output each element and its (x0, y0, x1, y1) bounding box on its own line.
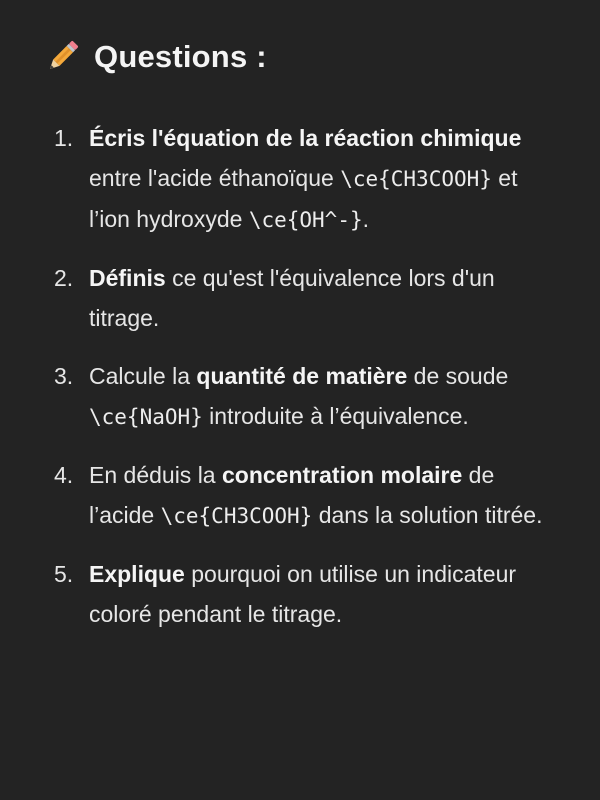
question-text: En déduis la (89, 462, 222, 488)
question-list (0, 118, 600, 634)
question-number: 5. (54, 561, 74, 587)
question-keyword: concentration molaire (221, 462, 463, 488)
question-keyword: Explique (89, 561, 185, 587)
questions-header (42, 34, 267, 80)
question-text: . (362, 206, 369, 232)
question-keyword: Définis (89, 265, 166, 291)
chemical-formula: \ce{CH3COOH} (340, 167, 492, 191)
question-number: 3. (54, 363, 74, 389)
question-text: entre l'acide éthanoïque (89, 165, 341, 191)
question-keyword: quantité de matière (196, 363, 408, 389)
question-text: dans la solution titrée. (312, 502, 543, 528)
chemical-formula: \ce{OH^-} (248, 208, 363, 232)
question-item-5 (0, 554, 600, 634)
question-item-4 (0, 455, 600, 536)
question-number: 1. (54, 125, 74, 151)
question-text: de soude (407, 363, 509, 389)
page-title: Questions : (94, 39, 267, 74)
question-item-3 (0, 356, 600, 437)
question-item-1 (0, 118, 600, 240)
question-text: ce qu'est l'équivalence lors d'un titrage. (89, 265, 495, 331)
question-item-2 (0, 258, 600, 338)
chemical-formula: \ce{CH3COOH} (160, 504, 313, 528)
question-text: de l’acide (89, 462, 495, 528)
question-text: pourquoi on utilise un indicateur coloré pendant le titrage. (89, 561, 517, 627)
question-keyword: Écris l'équation de la réaction chimique (89, 125, 522, 151)
question-text: Calcule la (89, 363, 197, 389)
question-number: 4. (54, 462, 74, 488)
question-text: et l’ion hydroxyde (89, 165, 518, 232)
question-number: 2. (54, 265, 74, 291)
chemical-formula: \ce{NaOH} (89, 405, 203, 429)
pencil-icon (42, 37, 82, 77)
question-text: introduite à l’équivalence. (202, 403, 469, 429)
